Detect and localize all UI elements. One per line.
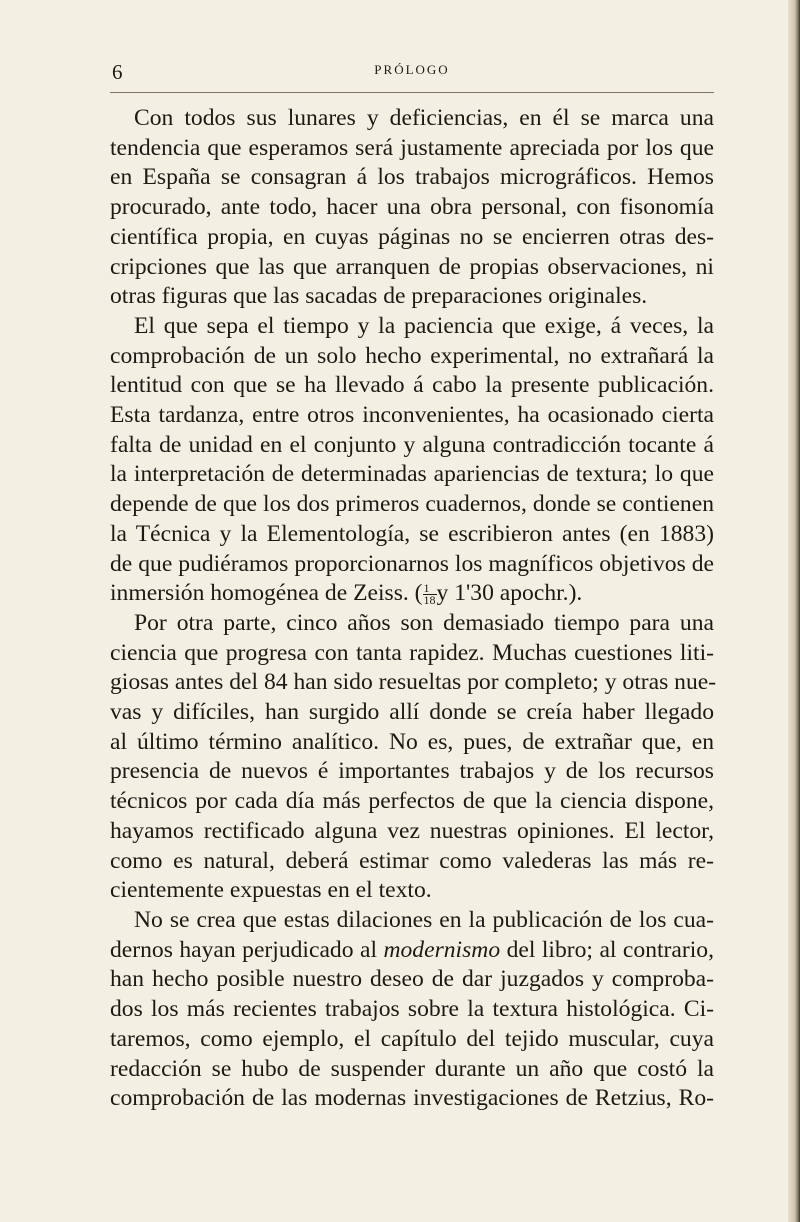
- text-line: como es natural, deberá estimar como valederas las más re-: [110, 847, 714, 874]
- text-line: Por otra parte, cinco años son demasiado tiempo para una: [134, 609, 714, 636]
- paragraph-1: [110, 104, 714, 312]
- text-line: procurado, ante todo, hacer una obra personal, con fisonomía: [110, 194, 714, 221]
- text-line: giosas antes del 84 han sido resueltas por completo; y otras nue-: [110, 669, 717, 696]
- text-line: cripciones que las que arranquen de propias observaciones, ni: [110, 253, 714, 280]
- text-line: depende de que los dos primeros cuadernos, donde se contienen: [110, 491, 714, 518]
- text-fragment: inmersión homogénea de Zeiss. (: [110, 580, 423, 607]
- fraction-numerator: 1: [423, 583, 437, 595]
- text-line: No se crea que estas dilaciones en la publicación de los cua-: [134, 906, 714, 933]
- text-fragment: dernos hayan perjudicado al: [110, 936, 384, 963]
- text-line: de que pudiéramos proporcionarnos los magníficos objetivos de: [110, 550, 714, 577]
- paragraph-2: [110, 312, 714, 609]
- page-edge: [788, 0, 800, 1222]
- running-head: PRÓLOGO: [374, 62, 450, 77]
- text-line: hayamos rectificado alguna vez nuestras opiniones. El lector,: [110, 817, 714, 844]
- text-line: científica propia, en cuyas páginas no se encierren otras des-: [110, 223, 714, 250]
- text-line-emphasis: [110, 936, 714, 966]
- text-line: cientemente expuestas en el texto.: [110, 877, 432, 904]
- paragraph-4: [110, 906, 714, 1114]
- text-fragment: del libro; al contrario,: [500, 936, 714, 963]
- text-fragment: y 1'30 apochr.).: [436, 580, 583, 607]
- text-line: la Técnica y la Elementología, se escribieron antes (en 1883): [110, 520, 714, 547]
- text-line: taremos, como ejemplo, el capítulo del tejido muscular, cuya: [110, 1025, 714, 1052]
- fraction-denominator: 18: [423, 593, 436, 608]
- text-line: en España se consagran á los trabajos micrográficos. Hemos: [110, 164, 714, 191]
- text-line: dos los más recientes trabajos sobre la textura histológica. Ci-: [110, 996, 714, 1023]
- text-line: ciencia que progresa con tanta rapidez. Muchas cuestiones liti-: [110, 639, 714, 666]
- text-line: presencia de nuevos é importantes trabajos y de los recursos: [110, 758, 714, 785]
- emphasis-word: modernismo: [383, 936, 501, 963]
- text-line: técnicos por cada día más perfectos de que la ciencia dispone,: [110, 788, 714, 815]
- page-number: 6: [112, 60, 123, 84]
- text-line: la interpretación de determinadas apariencias de textura; lo que: [110, 461, 714, 488]
- text-line: comprobación de las modernas investigaciones de Retzius, Ro-: [110, 1085, 714, 1112]
- text-line: Esta tardanza, entre otros inconvenientes, ha ocasionado cierta: [110, 402, 714, 429]
- text-line: redacción se hubo de suspender durante un año que costó la: [110, 1055, 714, 1082]
- paragraph-3: [110, 609, 717, 906]
- text-line: falta de unidad en el conjunto y alguna contradicción tocante á: [110, 431, 714, 458]
- text-line: otras figuras que las sacadas de preparaciones originales.: [110, 283, 648, 310]
- text-line: lentitud con que se ha llevado á cabo la presente publicación.: [110, 372, 714, 399]
- text-line: comprobación de un solo hecho experimental, no extrañará la: [110, 342, 714, 369]
- text-line-fraction: [110, 579, 714, 609]
- text-line: han hecho posible nuestro deseo de dar juzgados y comproba-: [110, 966, 714, 993]
- fraction: [423, 583, 437, 606]
- page-header: [112, 60, 712, 84]
- text-line: El que sepa el tiempo y la paciencia que exige, á veces, la: [134, 312, 714, 339]
- header-rule: [110, 92, 714, 93]
- text-line: vas y difíciles, han surgido allí donde se creía haber llegado: [110, 699, 714, 726]
- text-line: Con todos sus lunares y deficiencias, en él se marca una: [134, 105, 714, 131]
- body-text: [110, 104, 717, 1114]
- text-line: al último término analítico. No es, pues, de extrañar que, en: [110, 728, 714, 755]
- text-line: tendencia que esperamos será justamente apreciada por los que: [110, 134, 714, 161]
